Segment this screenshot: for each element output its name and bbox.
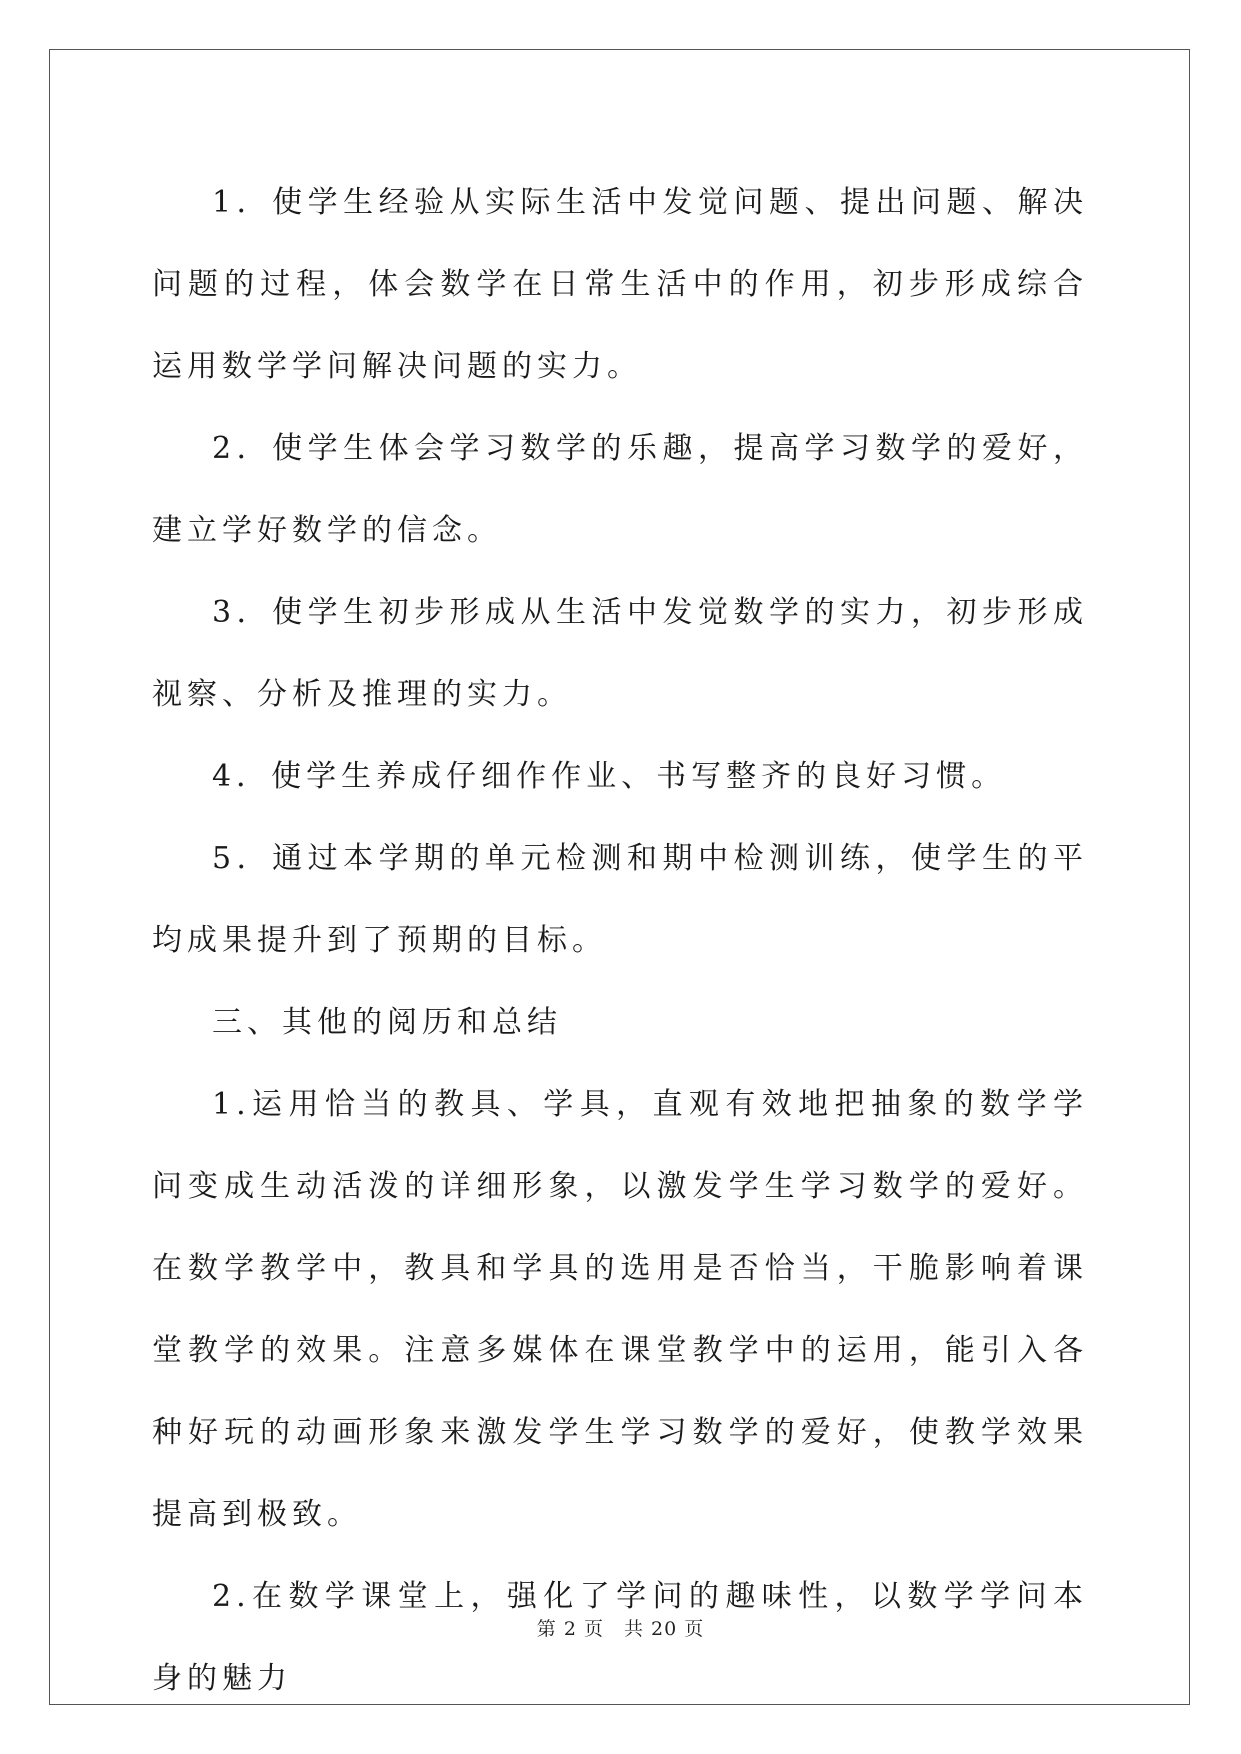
document-body: [152, 162, 1088, 1720]
paragraph-goal-1: 1．使学生经验从实际生活中发觉问题、提出问题、解决问题的过程，体会数学在日常生活中的作用，初步形成综合运用数学学问解决问题的实力。: [152, 185, 1088, 384]
section-heading: 三、其他的阅历和总结: [212, 1005, 562, 1040]
paragraph-experience-1: 1.运用恰当的教具、学具，直观有效地把抽象的数学学问变成生动活泼的详细形象，以激发学生学习数学的爱好。在数学教学中，教具和学具的选用是否恰当，干脆影响着课堂教学的效果。注意多媒体在课堂教学中的运用，能引入各种好玩的动画形象来激发学生学习数学的爱好，使教学效果提高到极致。: [152, 1087, 1088, 1532]
paragraph-goal-3: 3．使学生初步形成从生活中发觉数学的实力，初步形成视察、分析及推理的实力。: [152, 595, 1088, 712]
paragraph-goal-4: 4．使学生养成仔细作作业、书写整齐的良好习惯。: [212, 759, 1007, 794]
page-number-footer: 第 2 页 共 20 页: [536, 1618, 705, 1640]
paragraph-experience-2: 2.在数学课堂上，强化了学问的趣味性，以数学学问本身的魅力: [152, 1579, 1088, 1696]
paragraph-goal-2: 2．使学生体会学习数学的乐趣，提高学习数学的爱好，建立学好数学的信念。: [152, 431, 1088, 548]
paragraph-goal-5: 5．通过本学期的单元检测和期中检测训练，使学生的平均成果提升到了预期的目标。: [152, 841, 1088, 958]
